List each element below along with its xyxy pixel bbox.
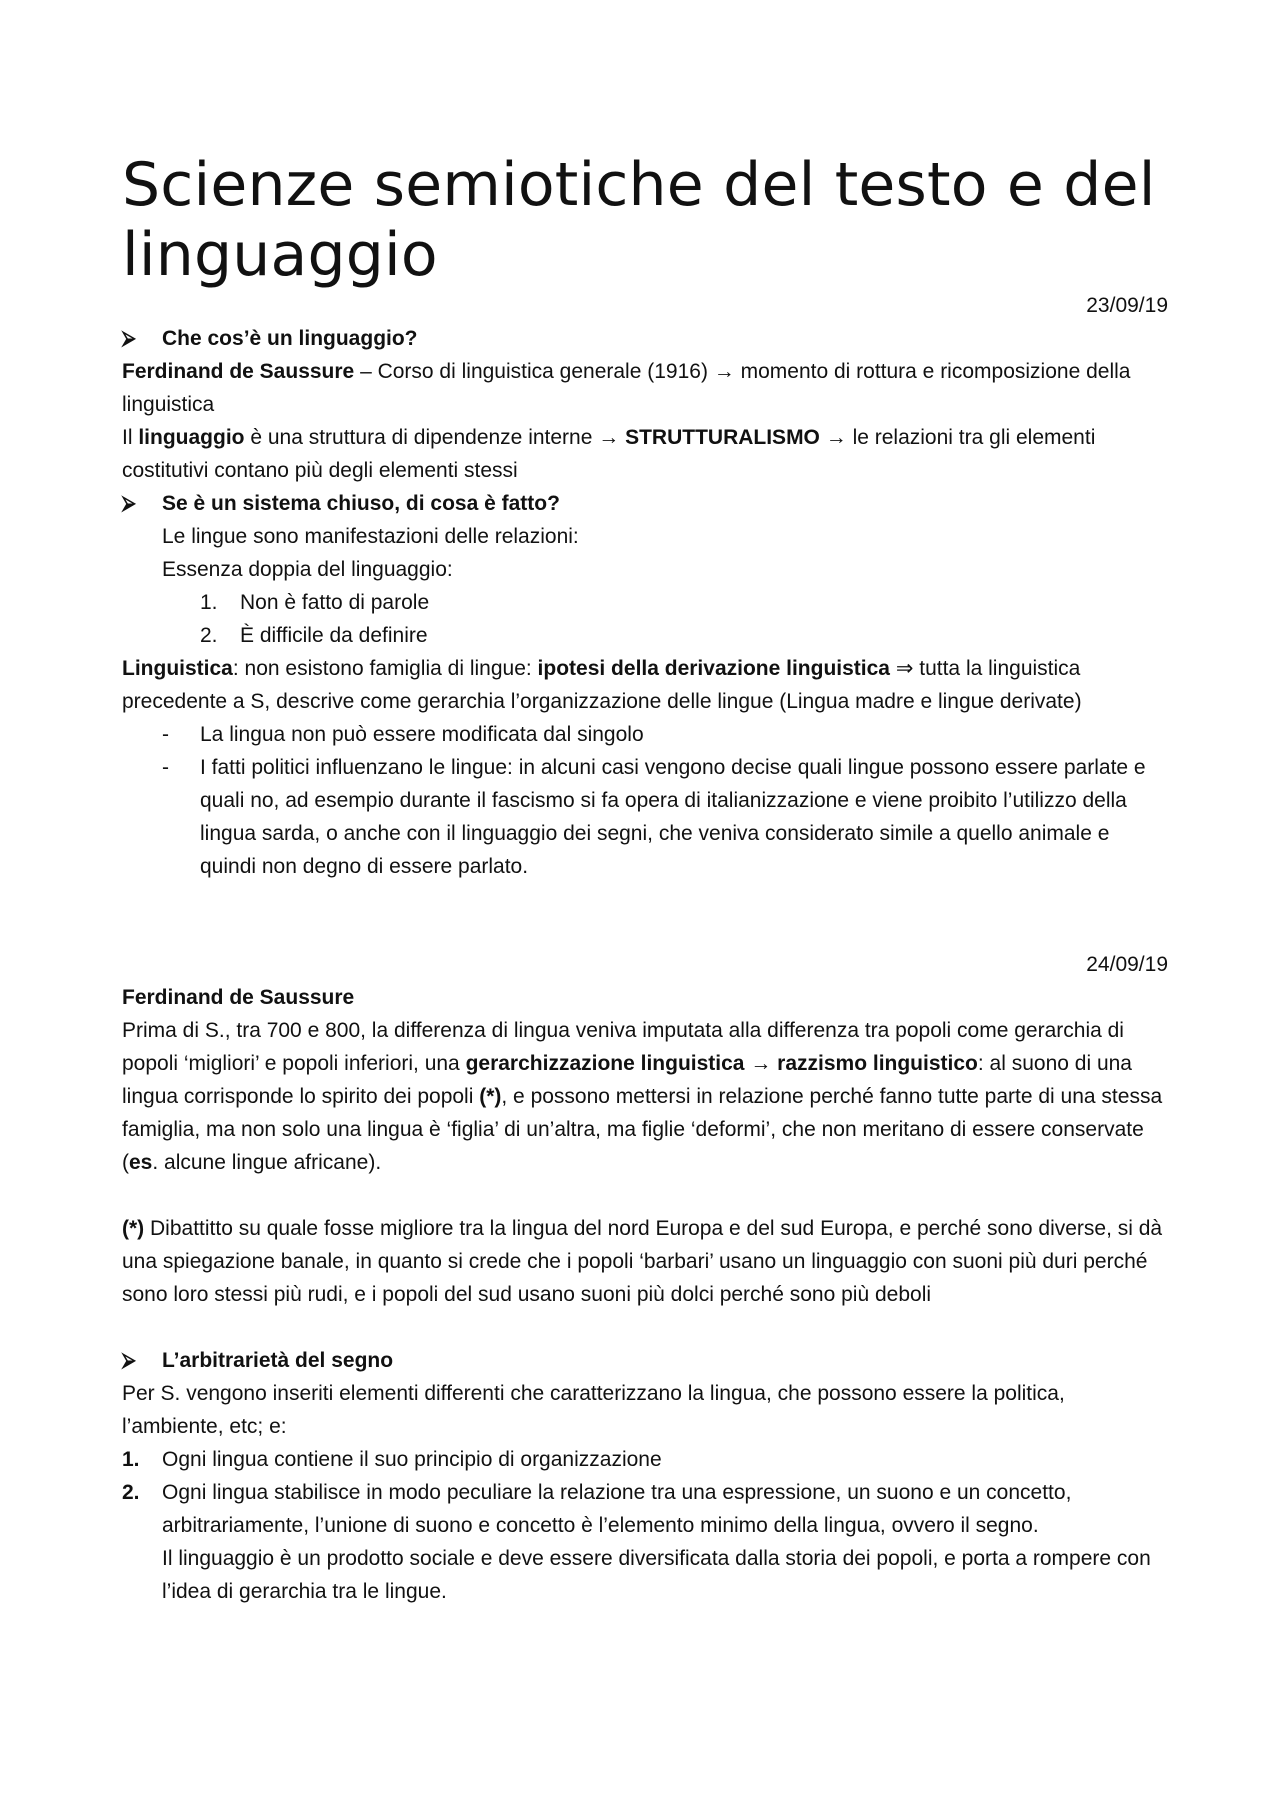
question-2-text: Se è un sistema chiuso, di cosa è fatto? (162, 492, 560, 515)
bold-span: Linguistica (122, 657, 233, 680)
list-item-continuation: Il linguaggio è un prodotto sociale e deve essere diversificata dalla storia dei popoli, e porta a rompere con l’idea di gerarchia tra le lingue. (162, 1547, 1151, 1603)
list-text: I fatti politici influenzano le lingue: in alcuni casi vengono decise quali lingue possono essere parlate e quali no, ad esempio durante il fascismo si fa opera di italianizzazione e viene proibito l’utilizzo della lingua sarda, o anche con il linguaggio dei segni, che veniva considerato simile a quello animale e quindi non degno di essere parlato. (200, 756, 1146, 878)
date-1: 23/09/19 (1086, 294, 1168, 317)
spacer (122, 1179, 1168, 1212)
question-2 (122, 487, 1168, 520)
bold-span: linguaggio (138, 426, 245, 449)
list-text: È difficile da definire (240, 624, 428, 647)
question-1-text: Che cos’è un linguaggio? (162, 327, 418, 350)
dash-marker: - (162, 723, 169, 746)
list-text: La lingua non può essere modificata dal singolo (200, 723, 644, 746)
paragraph-per-s: Per S. vengono inseriti elementi differenti che caratterizzano la lingua, che possono essere la politica, l’ambiente, etc; e: (122, 1382, 1065, 1438)
list-item (122, 586, 1168, 619)
bold-span: (*) (479, 1085, 502, 1108)
numbered-list-1 (122, 586, 1168, 652)
date-2: 24/09/19 (1086, 953, 1168, 976)
list-number: 1. (200, 591, 218, 614)
paragraph-prima-di-s (122, 1014, 1168, 1179)
list-text: Ogni lingua stabilisce in modo peculiare la relazione tra una espressione, un suono e un concetto, arbitrariamente, l’unione di suono e concetto è l’elemento minimo della lingua, ovvero il segno. (162, 1481, 1072, 1537)
list-text: Ogni lingua contiene il suo principio di organizzazione (162, 1448, 662, 1471)
indented-line: Essenza doppia del linguaggio: (162, 558, 453, 581)
document-title: Scienze semiotiche del testo e del linguaggio (122, 150, 1156, 290)
section-heading: Ferdinand de Saussure (122, 986, 355, 1009)
saussure-name: Ferdinand de Saussure (122, 360, 355, 383)
arrow-bullet-icon: ⮚ (122, 328, 136, 349)
question-3 (122, 1344, 1168, 1377)
numbered-list-2 (122, 1443, 1168, 1542)
dash-marker: - (162, 756, 169, 779)
document-page (122, 150, 1168, 1608)
bold-span: razzismo linguistico (777, 1052, 978, 1075)
list-item (122, 718, 1168, 751)
text-span: , e possono mettersi in relazione perché fanno tutte parte di una stessa famiglia, ma non solo una lingua è ‘figlia’ di un’altra, ma figlie ‘deformi’, che non meritano di essere conservate ( (122, 1085, 1163, 1174)
list-item (122, 619, 1168, 652)
paragraph-saussure (122, 355, 1168, 421)
list-number: 2. (200, 624, 218, 647)
arrow-bullet-icon: ⮚ (122, 493, 136, 514)
text-span: . alcune lingue africane). (152, 1151, 382, 1174)
list-item (122, 1443, 1168, 1476)
indented-line: Le lingue sono manifestazioni delle relazioni: (162, 525, 579, 548)
text-span: Prima di S., tra 700 e 800, la differenza di lingua veniva imputata alla differenza tra popoli come gerarchia di popoli ‘migliori’ e popoli inferiori, una (122, 1019, 1124, 1075)
text-span: : non esistono famiglia di lingue: (232, 657, 538, 680)
bold-span: gerarchizzazione linguistica (465, 1052, 745, 1075)
saussure-text: – Corso di linguistica generale (1916) → momento di rottura e ricomposizione della linguistica (122, 360, 1131, 416)
bold-span: ipotesi della derivazione linguistica (537, 657, 890, 680)
list-number: 1. (122, 1448, 140, 1471)
list-text: Non è fatto di parole (240, 591, 430, 614)
text-span: → le relazioni tra gli elementi costitutivi contano più degli elementi stessi (122, 426, 1096, 482)
spacer (122, 1311, 1168, 1344)
footnote-mark: (*) (122, 1217, 145, 1240)
list-item (122, 1476, 1168, 1542)
question-1 (122, 322, 1168, 355)
arrow-bullet-icon: ⮚ (122, 1350, 136, 1371)
dash-list (122, 718, 1168, 883)
footnote-paragraph (122, 1212, 1168, 1311)
text-span: → (744, 1052, 778, 1075)
text-span: Il (122, 426, 139, 449)
text-span: : al suono di una lingua corrisponde lo spirito dei popoli (122, 1052, 1132, 1108)
text-span: è una struttura di dipendenze interne → (244, 426, 626, 449)
paragraph-linguistica (122, 652, 1168, 718)
paragraph-linguaggio (122, 421, 1168, 487)
question-3-text: L’arbitrarietà del segno (162, 1349, 394, 1372)
bold-span: es (129, 1151, 153, 1174)
footnote-text: Dibattitto su quale fosse migliore tra la lingua del nord Europa e del sud Europa, e perché sono diverse, si dà una spiegazione banale, in quanto si crede che i popoli ‘barbari’ usano un linguaggio con suoni più duri perché sono loro stessi più rudi, e i popoli del sud usano suoni più dolci perché sono più deboli (122, 1217, 1163, 1306)
bold-span: STRUTTURALISMO (625, 426, 820, 449)
text-span: ⇒ tutta la linguistica precedente a S, descrive come gerarchia l’organizzazione delle lingue (Lingua madre e lingue derivate) (122, 657, 1082, 713)
list-item (122, 751, 1168, 883)
list-number: 2. (122, 1481, 140, 1504)
spacer (122, 883, 1168, 949)
